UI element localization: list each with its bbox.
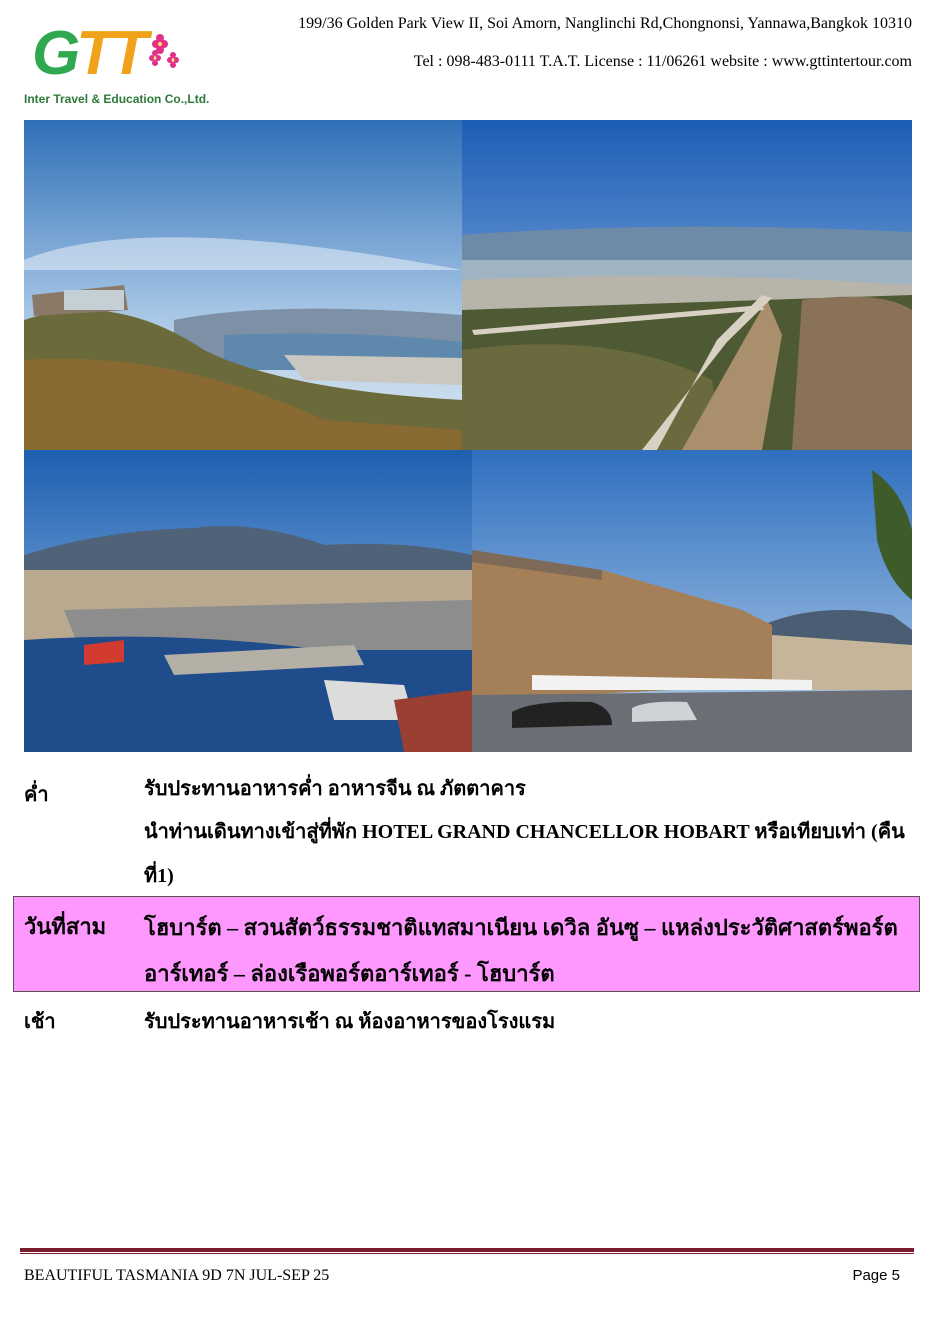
logo-subtitle: Inter Travel & Education Co.,Ltd. [24,92,210,106]
hotel-text: นำท่านเดินทางเข้าสู่ที่พัก HOTEL GRAND CHANCELLOR HOBART หรือเทียบเท่า (คืนที่1) [144,821,905,887]
dinner-text: รับประทานอาหารค่ำ อาหารจีน ณ ภัตตาคาร [144,778,526,800]
logo-text: GTT [32,19,144,88]
photo-summit-boardwalk [462,120,912,450]
day-three-header [13,896,920,992]
breakfast-label: เช้า [24,1011,56,1033]
footer-divider-thin [20,1253,914,1254]
page-number: Page 5 [852,1267,900,1284]
breakfast-text: รับประทานอาหารเช้า ณ ห้องอาหารของโรงแรม [144,1011,556,1033]
photo-hobart-harbour [24,450,472,752]
photo-mount-wellington-lookout [24,120,462,450]
company-contact: Tel : 098-483-0111 T.A.T. License : 11/06261 website : www.gttintertour.com [413,53,912,70]
photo-salamanca-place [472,450,912,752]
program-name: BEAUTIFUL TASMANIA 9D 7N JUL-SEP 25 [24,1267,330,1284]
photo-collage [24,120,912,752]
company-address: 199/36 Golden Park View II, Soi Amorn, Nanglinchi Rd,Chongnonsi, Yannawa,Bangkok 10310 [298,15,912,32]
dinner-label: ค่ำ [24,784,49,806]
day-title: โฮบาร์ต – สวนสัตว์ธรรมชาติแทสมาเนียน เดวิล อันซู – แหล่งประวัติศาสตร์พอร์ต อาร์เทอร์ – ล่องเรือพอร์ตอาร์เทอร์ - โฮบาร์ต [144,915,898,986]
footer-divider [20,1248,914,1252]
flower-icon [142,34,182,74]
day-label: วันที่สาม [24,914,107,939]
company-logo [24,19,210,110]
